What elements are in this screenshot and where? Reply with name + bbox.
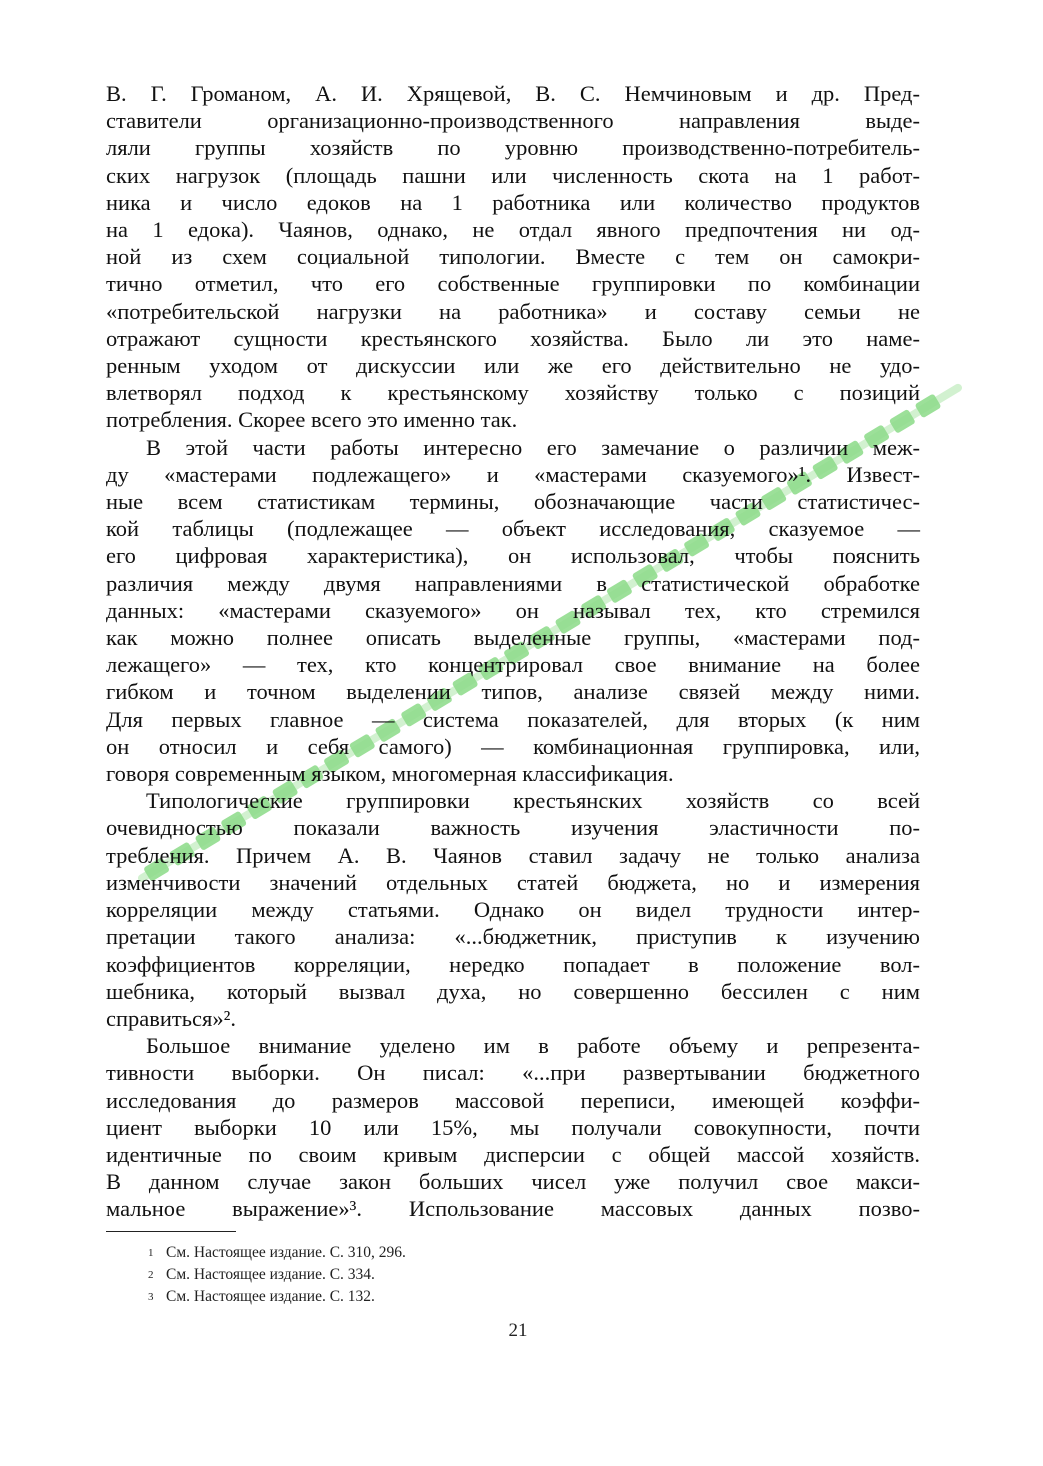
paragraph-4 <box>106 1032 920 1222</box>
footnote-marker: 3 <box>148 1291 154 1303</box>
text-line: В. Г. Громаном, А. И. Хрящевой, В. С. Немчиновым и др. Пред- <box>106 81 920 106</box>
footnote-item <box>148 1242 648 1264</box>
paragraph-3 <box>106 787 920 1032</box>
text-line: мальное выражение»³. Использование массовых данных позво- <box>106 1196 920 1222</box>
text-line: влетворял подход к крестьянскому хозяйству только с позиций <box>106 380 920 406</box>
text-line: кой таблицы (подлежащее — объект исследования, сказуемое — <box>106 516 920 542</box>
text-line: данных: «мастерами сказуемого» он называл тех, кто стремился <box>106 597 920 623</box>
text-line: гибком и точном выделении типов, анализе связей между ними. <box>106 679 920 705</box>
text-line: отражают сущности крестьянского хозяйства. Было ли это наме- <box>106 325 920 351</box>
text-line: ника и число едоков на 1 работника или количество продуктов <box>106 189 920 215</box>
text-line: его цифровая характеристика), он использовал, чтобы пояснить <box>106 543 920 569</box>
text-line: ные всем статистикам термины, обозначающие части статистичес- <box>106 489 920 515</box>
text-line: Для первых главное — система показателей, для вторых (к ним <box>106 706 920 732</box>
page-number: 21 <box>508 1320 528 1341</box>
text-line: В данном случае закон больших чисел уже получил свое макси- <box>106 1169 920 1195</box>
text-line: ренным уходом от дискуссии или же его действительно не удо- <box>106 353 920 379</box>
text-line: циент выборки 10 или 15%, мы получали совокупности, почти <box>106 1114 920 1140</box>
text-line: говоря современным языком, многомерная классификация. <box>106 761 674 787</box>
text-line: тивности выборки. Он писал: «...при развертывании бюджетного <box>106 1060 920 1086</box>
text-line: на 1 едока). Чаянов, однако, не отдал явного предпочтения ни од- <box>106 217 920 243</box>
text-line: Большое внимание уделено им в работе объему и репрезента- <box>146 1033 920 1059</box>
text-line: ной из схем социальной типологии. Вместе с тем он самокри- <box>106 244 920 270</box>
text-line: шебника, который вызвал духа, но совершенно бессилен с ним <box>106 978 920 1004</box>
paragraph-2 <box>106 434 920 788</box>
text-line: тично отметил, что его собственные группировки по комбинации <box>106 271 920 297</box>
footnote-text: См. Настоящее издание. С. 334. <box>166 1266 375 1283</box>
paragraph-1 <box>106 80 920 434</box>
text-line: потребления. Скорее всего это именно так. <box>106 407 518 433</box>
text-line: справиться»². <box>106 1005 236 1031</box>
text-line: ляли группы хозяйств по уровню производственно-потребитель- <box>106 135 920 161</box>
text-line: Типологические группировки крестьянских хозяйств со всей <box>146 788 920 814</box>
text-line: требления. Причем А. В. Чаянов ставил задачу не только анализа <box>106 842 920 868</box>
footnote-marker: 2 <box>148 1269 154 1281</box>
text-line: ду «мастерами подлежащего» и «мастерами сказуемого»¹. Извест- <box>106 461 920 487</box>
footnote-item <box>148 1286 648 1308</box>
text-line: корреляции между статьями. Однако он видел трудности интер- <box>106 897 920 923</box>
footnotes <box>148 1242 648 1308</box>
text-line: лежащего» — тех, кто концентрировал свое внимание на более <box>106 652 920 678</box>
main-text <box>106 80 920 1223</box>
footnote-item <box>148 1264 648 1286</box>
text-line: коэффициентов корреляции, нередко попадает в положение вол- <box>106 951 920 977</box>
text-line: претации такого анализа: «...бюджетник, приступив к изучению <box>106 924 920 950</box>
text-line: очевидностью показали важность изучения эластичности по- <box>106 815 920 841</box>
text-line: «потребительской нагрузки на работника» и составу семьи не <box>106 298 920 324</box>
text-line: исследования до размеров массовой переписи, имеющей коэффи- <box>106 1087 920 1113</box>
text-line: идентичные по своим кривым дисперсии с общей массой хозяйств. <box>106 1141 920 1167</box>
footnote-marker: 1 <box>148 1247 154 1259</box>
text-line: различия между двумя направлениями в статистической обработке <box>106 570 920 596</box>
text-line: изменчивости значений отдельных статей бюджета, но и измерения <box>106 869 920 895</box>
footnote-divider <box>106 1231 236 1232</box>
text-line: он относил и себя самого) — комбинационная группировка, или, <box>106 733 920 759</box>
text-line: В этой части работы интересно его замечание о различии меж- <box>146 434 920 460</box>
footnote-text: См. Настоящее издание. С. 310, 296. <box>166 1244 406 1261</box>
text-line: ских нагрузок (площадь пашни или численность скота на 1 работ- <box>106 162 920 188</box>
footnote-text: См. Настоящее издание. С. 132. <box>166 1288 375 1305</box>
text-line: как можно полнее описать выделенные группы, «мастерами под- <box>106 625 920 651</box>
text-line: ставители организационно-производственного направления выде- <box>106 108 920 134</box>
